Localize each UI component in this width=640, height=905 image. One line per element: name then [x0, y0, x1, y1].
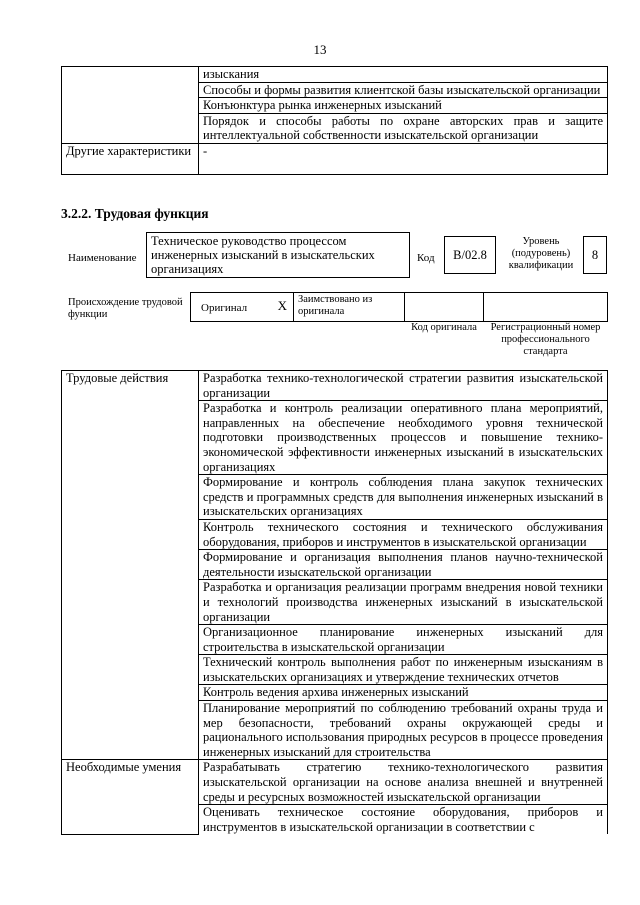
required-skills-label: Необходимые умения [62, 760, 199, 834]
level-value-box: 8 [583, 236, 607, 274]
labor-action-item: Организационное планирование инженерных изысканий для строительства в изыскательской организации [199, 625, 608, 655]
table-row [62, 143, 608, 174]
knowledge-table-continued [61, 66, 608, 175]
row-label-empty [62, 67, 199, 144]
skill-item: Оценивать техническое состояние оборудования, приборов и инструментов в изыскательской организации в соответствии с [199, 805, 608, 835]
skill-item: Разрабатывать стратегию технико-технологического развития изыскательской организации на основе анализа внешней и внутренней среды и ресурсных возможностей изыскательской организации [199, 760, 608, 805]
labor-action-item: Контроль ведения архива инженерных изысканий [199, 685, 608, 701]
labor-action-item: Технический контроль выполнения работ по инженерным изысканиям в изыскательских организациях и утверждение технических отчетов [199, 655, 608, 685]
labor-action-item: Планирование мероприятий по соблюдению требований охраны труда и мер безопасности, требований охраны окружающей среды и рационального использования природных ресурсов в процессе проведения инженерных изысканий для строительства [199, 701, 608, 760]
labor-action-item: Контроль технического состояния и технического обслуживания оборудования, приборов и инструментов в изыскательской организации [199, 519, 608, 549]
table-cell: - [199, 143, 608, 174]
table-cell: Конъюнктура рынка инженерных изысканий [199, 98, 608, 114]
other-characteristics-label: Другие характеристики [62, 143, 199, 174]
labor-action-item: Разработка и организация реализации программ внедрения новой техники и технологий производства инженерных изысканий в изыскательской организации [199, 580, 608, 625]
code-value-box: B/02.8 [444, 236, 496, 274]
labor-actions-label: Трудовые действия [62, 371, 199, 760]
table-cell: изыскания [199, 67, 608, 83]
original-box [190, 292, 294, 322]
table-row [62, 67, 608, 83]
code-label: Код [417, 252, 435, 264]
table-cell: Способы и формы развития клиентской базы изыскательской организации [199, 82, 608, 98]
original-label: Оригинал [201, 302, 248, 314]
labor-function-table [61, 370, 608, 835]
registration-number-box [483, 292, 608, 322]
table-row [62, 371, 608, 401]
table-cell: Порядок и способы работы по охране авторских прав и защите интеллектуальной собственности изыскательской организации [199, 113, 608, 143]
original-code-box [404, 292, 484, 322]
labor-action-item: Формирование и организация выполнения планов научно-технической деятельности изыскательской организации [199, 550, 608, 580]
original-mark: X [277, 298, 287, 313]
section-title: 3.2.2. Трудовая функция [61, 206, 209, 221]
labor-action-item: Разработка технико-технологической стратегии развития изыскательской организации [199, 371, 608, 401]
origin-label: Происхождение трудовой функции [68, 297, 183, 320]
function-name-box: Техническое руководство процессом инженерных изысканий в изыскательских организациях [146, 232, 410, 278]
borrowed-box: Заимствовано из оригинала [293, 292, 405, 322]
name-label: Наименование [68, 252, 137, 264]
labor-action-item: Формирование и контроль соблюдения плана закупок технических средств и программных средств для выполнения инженерных изысканий в изыскательских организациях [199, 475, 608, 520]
table-row [62, 760, 608, 805]
registration-caption: Регистрационный номер профессионального стандарта [490, 322, 601, 357]
code-caption: Код оригинала [411, 322, 477, 333]
labor-action-item: Разработка и контроль реализации оперативного плана мероприятий, направленных на обеспечение необходимого уровня технической подготовки производственных процессов и повышение технико-экономической эффективности инженерных изысканий в изыскательских организациях [199, 401, 608, 475]
page-number: 13 [313, 42, 327, 57]
level-label: Уровень (подуровень) квалификации [508, 236, 574, 271]
